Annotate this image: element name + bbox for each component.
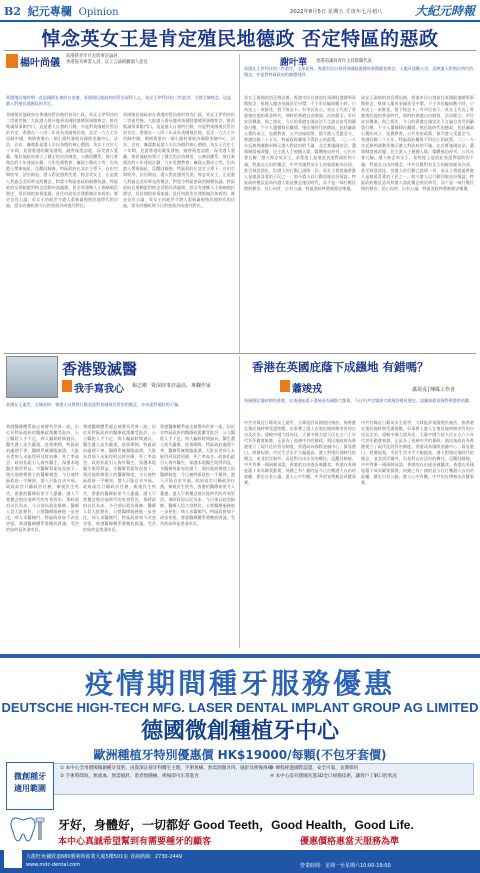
ad-info-3: ③ 療程經過國際認證，安全可靠，長期保用 bbox=[270, 766, 359, 771]
mid-right-body-col2: 中共官媒近日藉英女王逝世，大肆批評英國殖民統治，指香港在殖民地時期受盡欺壓，但事實上港人在殖民地時期享有的自由及法治，遠較中國大陸為佳。大量中國大陸人民在五六十年代冒死偷渡來港，正是為了逃避中共的暴政。殖民地政府為香港建立了現代化的管治制度，香港成為國際金融中心、貿易港口，經濟起飛，市民生活水平大幅提高。港人對殖民地時代的懷念，並非崇洋媚外，而是對自由法治的嚮往。反觀回歸後，中共背棄一國兩制承諾，香港的自由逐步被蠶食。香港在英國庇蔭下成為繁榮都會，何錯之有？錯的是今日打壓港人自由的政權。歷史自有公論，港人心中有數，中共的宣傳無法改變事實。 bbox=[361, 420, 474, 486]
left-body-col2: 英國殖民地政府在香港的管治被形容為仁政，英女王伊利沙伯二世逝世後，大批港人排長龍到英國駐港總領事館悼念，鮮花堆滿領事館門口，這是港人自發的行動，亦是對英國殖民管治的肯定。香港在一八四二年成為英國殖民地，直至一九九七年回歸中國，期間香港由一個小漁村發展為國際金融中心，法治、自由、廉潔都是港人引以為傲的核心價值。英女王在位七十年間，見證香港的繁榮發展，她曾兩度訪港，深受港人愛戴。殖民地政府建立了健全的法治制度、公務員體系，推行麥理浩的十年建屋計劃、九年免費教育、廉政公署成立等，均為港人帶來福祉。反觀回歸後，特區政府在北京主導下，自由空間收窄，法治倒退，港人對此感到失望。悼念英女王，正是港人對過去美好時光的懷念，對當今特區惡政的無聲抗議。特區政府及建制派對悼念活動冷淡處理，甚至有建制人士指摘殖民歷史，但民間的真情流露，是任何政治宣傳都無法抹殺的。歷史自有公論，英女王的逝世令港人重新審視殖民地時代的功過，當年的德政與今日的惡政形成強烈對比。 bbox=[123, 112, 235, 208]
ad-footer-web[interactable]: www.mdc-dental.com bbox=[26, 862, 81, 868]
author-block-left bbox=[6, 54, 148, 69]
ad-company-cn: 德國微創種植牙中心 bbox=[140, 718, 339, 744]
section-label bbox=[4, 3, 119, 19]
ad-company-en: DEUTSCHE HIGH-TECH MFG. LASER DENTAL IMPLANT GROUP AG LIMITED bbox=[1, 700, 479, 715]
tooth-icon bbox=[8, 814, 52, 844]
article-photo-left bbox=[6, 356, 58, 398]
issue-date: 2022年8月5日 星期五 壬寅年七月初八 bbox=[290, 9, 383, 15]
author-bio-right: 香港前議員青年主持新聞代表 bbox=[316, 59, 372, 64]
mid-left-author-name: 我手寫我心 bbox=[74, 384, 124, 395]
mid-left-author-sub: 楊志剛 bbox=[132, 383, 148, 389]
section-en: Opinion bbox=[78, 7, 119, 18]
mid-left-body-col2: 香港醫療體系過去被譽為世界一流，但近年特區政府的醫療政策屢受批評，公立醫院人手不足，病人輪候時間過長，醫生護士流失嚴重。疫情期間，特區政府處理不善，醫療系統瀕臨崩潰，大批長者病人未能得到及時治療，死亡率高企。政府拒絕引入海外醫生，保護本地醫生既得利益，令醫療質素每況愈下。殖民地時期建立的醫療制度，今日被特區政府一手摧毀，港人只能自求多福。政府高官只顧政治任務，無視民生疾苦，香港的醫療前景令人憂慮。港人不禁懷念殖民地時代的有效管治，那時政府以民為本，今日卻以政治掛帥。醫療人員大批移民，公營醫療服務進一步惡化，病人求醫無門。特區政府如不改弦更張，香港醫療體系將徹底毀滅，受苦的始終是普通市民。 bbox=[83, 424, 156, 532]
ad-top-band bbox=[0, 654, 480, 658]
main-headline: 悼念英女王是肯定殖民地德政 否定特區的惡政 bbox=[41, 28, 439, 50]
section-cn: 紀元專欄 bbox=[27, 5, 72, 18]
ad-footer-address: 九龍旺角彌敦道680號利時商業大廈5樓501室 查詢熱線：2730-2449 bbox=[26, 854, 183, 860]
mid-rule bbox=[4, 353, 476, 354]
right-body-col1: 英女王駕崩的消息傳出後，香港市民自發前往英國駐港總領事館悼念，排隊人龍由金鐘延至中環，不少市民輪候數小時，只為送上一束鮮花，寫下悼念卡。有市民表示，英女王代表了香港殖民地的黃金時代，那時的香港自由開放，法治健全，市民安居樂業。與之相比，今日的香港在國安法下言論自由受到嚴重打壓，不少人選擇移民離開。殖民地時代的德政，包括廉政公署的成立、免費教育、公共房屋政策，都令港人受惠至今。香港回歸二十五年，特區政府屢推不得民心的政策，二〇一九年反修例運動更揭示港人對政府的不滿。北京實施國安法，選舉制度被改變，民主派人士被捕入獄，媒體被迫停刊，公民社會瓦解。港人悼念英女王，某程度上是借此表達對現狀的不滿，對過去自由的懷念。中共官媒對英女王的報道極為冷淡，甚至刻意淡化，但港人的行動已說明一切。英女王曾說過香港人是她最喜愛的子民之一，如今港人以行動回報這份情誼。特區政府應反思為何港人如此懷念殖民時代，而不是一味打壓民間的聲音。民心向背，自有公論，特區惡政終將被歷史唾棄。 bbox=[244, 95, 356, 191]
ad-info-4: ④ 本中心設有德國先進3D全口掃描技術，讓客戶了解口腔狀況 bbox=[270, 774, 397, 779]
mid-left-author bbox=[62, 380, 211, 395]
section-header bbox=[0, 0, 480, 22]
mid-right-author-name: 蕭竣戎 bbox=[292, 384, 322, 395]
mid-left-body-col1: 香港醫療體系過去被譽為世界一流，但近年特區政府的醫療政策屢受批評，公立醫院人手不足，病人輪候時間過長，醫生護士流失嚴重。疫情期間，特區政府處理不善，醫療系統瀕臨崩潰，大批長者病人未能得到及時治療，死亡率高企。政府拒絕引入海外醫生，保護本地醫生既得利益，令醫療質素每況愈下。殖民地時期建立的醫療制度，今日被特區政府一手摧毀，港人只能自求多福。政府高官只顧政治任務，無視民生疾苦，香港的醫療前景令人憂慮。港人不禁懷念殖民地時代的有效管治，那時政府以民為本，今日卻以政治掛帥。醫療人員大批移民，公營醫療服務進一步惡化，病人求醫無門。特區政府如不改弦更張，香港醫療體系將徹底毀滅，受苦的始終是普通市民。 bbox=[6, 424, 79, 532]
mid-right-headline: 香港在英國庇蔭下成繦地 有錯嗎？ bbox=[252, 360, 429, 374]
mid-right-lead: 英國殖民地時期的香港，在英國庇蔭下發展成為國際大都會，今日中共官媒卻大肆批評殖民歷史，試圖抹殺英國對香港的貢獻。 bbox=[244, 398, 474, 403]
mid-left-headline: 香港毀滅醫 bbox=[62, 360, 138, 378]
left-lead: 香港殖民地時期一直是國際社會的自由港，英國殖民地政府的管治深得人心，英女王伊利沙伯二世逝世，引發全城悼念，這是港人對殖民地德政的肯定。 bbox=[6, 95, 232, 106]
right-lead: 英國女王伊利沙伯二世逝世，全球哀悼，香港市民自發到英國駐港總領事館獻花悼念，人龍長達數公里，反映港人對殖民時代的懷念，亦是對特區政府的無聲批評。 bbox=[244, 66, 474, 77]
mid-left-author-bio: 資深時事評論員、專欄作家 bbox=[151, 383, 212, 389]
author-photo bbox=[280, 380, 290, 392]
ad-slogan: 牙好，身體好，一切都好 Good Teeth，Good Health，Good Life. bbox=[58, 818, 414, 832]
ad-info-2: ② 手術時間短、無流血、無需縫針、患者無腫痛，術後即可正常進食 bbox=[60, 774, 199, 779]
mid-right-body-col1: 中共官媒近日藉英女王逝世，大肆批評英國殖民統治，指香港在殖民地時期受盡欺壓，但事實上港人在殖民地時期享有的自由及法治，遠較中國大陸為佳。大量中國大陸人民在五六十年代冒死偷渡來港，正是為了逃避中共的暴政。殖民地政府為香港建立了現代化的管治制度，香港成為國際金融中心、貿易港口，經濟起飛，市民生活水平大幅提高。港人對殖民地時代的懷念，並非崇洋媚外，而是對自由法治的嚮往。反觀回歸後，中共背棄一國兩制承諾，香港的自由逐步被蠶食。香港在英國庇蔭下成為繁榮都會，何錯之有？錯的是今日打壓港人自由的政權。歷史自有公論，港人心中有數，中共的宣傳無法改變事實。 bbox=[244, 420, 356, 486]
mid-right-author bbox=[280, 380, 322, 395]
ad-title: 疫情期間種牙服務優惠 bbox=[84, 667, 395, 700]
author-bio: 前港新青年社長時事評論員， 香港報刊專業人員，以上言論純屬個人意見 bbox=[66, 54, 148, 65]
ad-promo-price: 歐洲種植牙特別優惠價 HK$19000/每顆(不包牙套價) bbox=[93, 748, 387, 762]
ad-subslogan-left: 本中心真誠希望幫到有需要種牙的顧客 bbox=[58, 837, 212, 847]
paper-logo: 大紀元時報 bbox=[414, 4, 475, 18]
column-divider bbox=[239, 54, 240, 354]
mid-right-author-bio: 蕭竣戎│傳媒工作者 bbox=[412, 387, 456, 393]
mid-left-body-col3: 香港醫療體系過去被譽為世界一流，但近年特區政府的醫療政策屢受批評，公立醫院人手不足，病人輪候時間過長，醫生護士流失嚴重。疫情期間，特區政府處理不善，醫療系統瀕臨崩潰，大批長者病人未能得到及時治療，死亡率高企。政府拒絕引入海外醫生，保護本地醫生既得利益，令醫療質素每況愈下。殖民地時期建立的醫療制度，今日被特區政府一手摧毀，港人只能自求多福。政府高官只顧政治任務，無視民生疾苦，香港的醫療前景令人憂慮。港人不禁懷念殖民地時代的有效管治，那時政府以民為本，今日卻以政治掛帥。醫療人員大批移民，公營醫療服務進一步惡化，病人求醫無門。特區政府如不改弦更張，香港醫療體系將徹底毀滅，受苦的始終是普通市民。 bbox=[160, 424, 235, 526]
dental-ad bbox=[0, 654, 480, 873]
section-code: B2 bbox=[4, 5, 21, 18]
column-divider-lower bbox=[239, 356, 240, 648]
ad-footer-hours: 營業時間：星期一至星期六10:00-19:00 bbox=[300, 863, 391, 869]
author-photo bbox=[6, 54, 18, 68]
author-name: 楊叶尚儀 bbox=[20, 58, 60, 69]
ad-subslogan-right: 優惠價格惠當天服務為準 bbox=[300, 837, 400, 847]
headline-rule bbox=[4, 50, 476, 51]
ad-info-1: ① 本中心全用德國微創種牙技術，由資深註冊牙科醫生主理，手術無痛，無需割開牙肉，縫針及術後疼痛 bbox=[60, 766, 273, 771]
author-photo bbox=[62, 380, 72, 392]
author-name-right: 謝叶華 bbox=[280, 58, 308, 68]
ad-footer bbox=[0, 850, 480, 873]
left-body-col1: 英國殖民地政府在香港的管治被形容為仁政，英女王伊利沙伯二世逝世後，大批港人排長龍到英國駐港總領事館悼念，鮮花堆滿領事館門口，這是港人自發的行動，亦是對英國殖民管治的肯定。香港在一八四二年成為英國殖民地，直至一九九七年回歸中國，期間香港由一個小漁村發展為國際金融中心，法治、自由、廉潔都是港人引以為傲的核心價值。英女王在位七十年間，見證香港的繁榮發展，她曾兩度訪港，深受港人愛戴。殖民地政府建立了健全的法治制度、公務員體系，推行麥理浩的十年建屋計劃、九年免費教育、廉政公署成立等，均為港人帶來福祉。反觀回歸後，特區政府在北京主導下，自由空間收窄，法治倒退，港人對此感到失望。悼念英女王，正是港人對過去美好時光的懷念，對當今特區惡政的無聲抗議。特區政府及建制派對悼念活動冷淡處理，甚至有建制人士指摘殖民歷史，但民間的真情流露，是任何政治宣傳都無法抹殺的。歷史自有公論，英女王的逝世令港人重新審視殖民地時代的功過，當年的德政與今日的惡政形成強烈對比。 bbox=[6, 112, 118, 208]
right-body-col2: 英女王駕崩的消息傳出後，香港市民自發前往英國駐港總領事館悼念，排隊人龍由金鐘延至中環，不少市民輪候數小時，只為送上一束鮮花，寫下悼念卡。有市民表示，英女王代表了香港殖民地的黃金時代，那時的香港自由開放，法治健全，市民安居樂業。與之相比，今日的香港在國安法下言論自由受到嚴重打壓，不少人選擇移民離開。殖民地時代的德政，包括廉政公署的成立、免費教育、公共房屋政策，都令港人受惠至今。香港回歸二十五年，特區政府屢推不得民心的政策，二〇一九年反修例運動更揭示港人對政府的不滿。北京實施國安法，選舉制度被改變，民主派人士被捕入獄，媒體被迫停刊，公民社會瓦解。港人悼念英女王，某程度上是借此表達對現狀的不滿，對過去自由的懷念。中共官媒對英女王的報道極為冷淡，甚至刻意淡化，但港人的行動已說明一切。英女王曾說過香港人是她最喜愛的子民之一，如今港人以行動回報這份情誼。特區政府應反思為何港人如此懷念殖民時代，而不是一味打壓民間的聲音。民心向背，自有公論，特區惡政終將被歷史唾棄。 bbox=[361, 95, 474, 191]
ad-apply-box: 微創種牙 適用範圍 bbox=[6, 762, 54, 810]
qr-code-icon[interactable] bbox=[4, 850, 22, 868]
mid-left-lead: 英國女王逝世，全城哀悼，香港人以實際行動表達對英國殖民管治的懷念，亦表達對現狀的不滿。 bbox=[6, 402, 183, 407]
